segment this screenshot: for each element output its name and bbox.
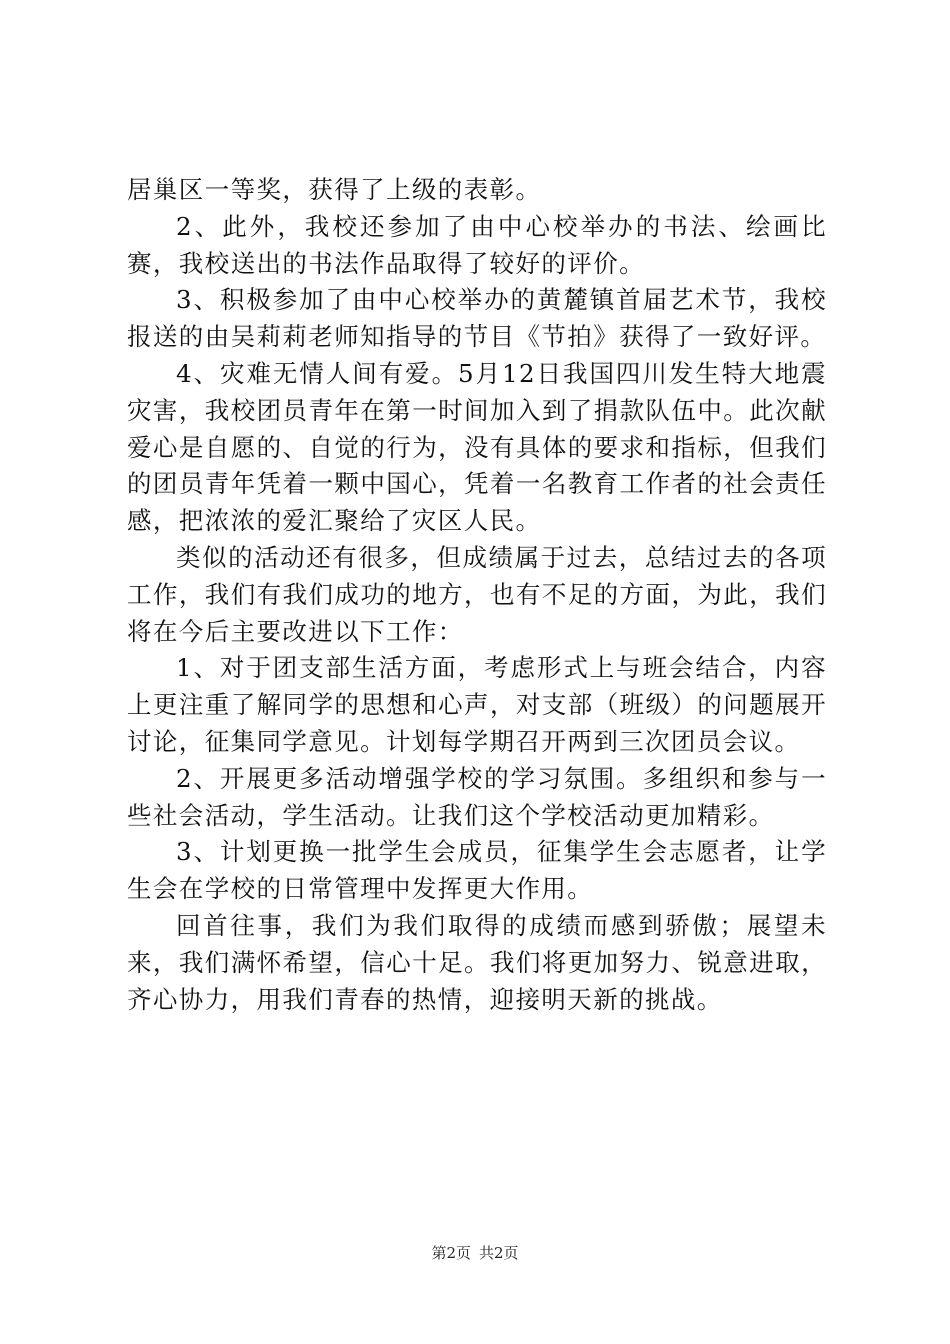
page-total: 共2页 [479,1244,519,1262]
page-footer [0,1243,950,1263]
paragraph: 居巢区一等奖，获得了上级的表彰。 [127,175,542,204]
paragraph: 类似的活动还有很多，但成绩属于过去，总结过去的各项工作，我们有我们成功的地方，也有不足的方面，为此，我们将在今后主要改进以下工作： [127,542,827,646]
paragraph: 3、积极参加了由中心校举办的黄麓镇首届艺术节，我校报送的由吴莉莉老师知指导的节目《节拍》获得了一致好评。 [127,285,827,352]
document-body [127,172,827,1018]
page-number: 第2页 [431,1244,471,1262]
paragraph: 回首往事，我们为我们取得的成绩而感到骄傲；展望未来，我们满怀希望，信心十足。我们将更加努力、锐意进取，齐心协力，用我们青春的热情，迎接明天新的挑战。 [127,910,827,1014]
paragraph: 3、计划更换一批学生会成员，征集学生会志愿者，让学生会在学校的日常管理中发挥更大作用。 [127,837,827,904]
paragraph: 1、对于团支部生活方面，考虑形式上与班会结合，内容上更注重了解同学的思想和心声，对支部（班级）的问题展开讨论，征集同学意见。计划每学期召开两到三次团员会议。 [127,653,827,756]
paragraph: 4、灾难无情人间有爱。5月12日我国四川发生特大地震灾害，我校团员青年在第一时间加入到了捐款队伍中。此次献爱心是自愿的、自觉的行为，没有具体的要求和指标，但我们的团员青年凭着一颗中国心，凭着一名教育工作者的社会责任感，把浓浓的爱汇聚给了灾区人民。 [127,358,827,536]
paragraph: 2、开展更多活动增强学校的学习氛围。多组织和参与一些社会活动，学生活动。让我们这个学校活动更加精彩。 [127,763,827,830]
paragraph: 2、此外，我校还参加了由中心校举办的书法、绘画比赛，我校送出的书法作品取得了较好的评价。 [127,211,827,278]
